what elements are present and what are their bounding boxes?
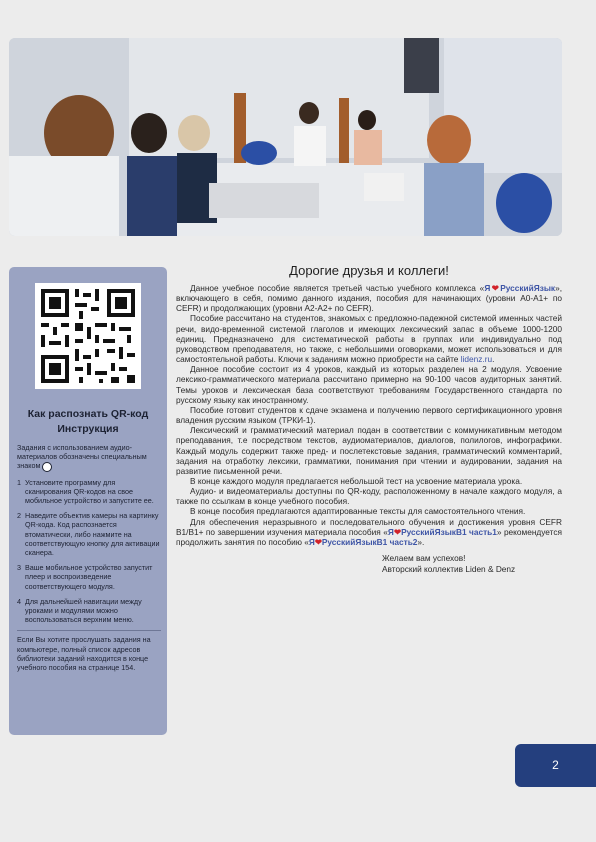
qr-instruction-title bbox=[13, 407, 163, 437]
heart-icon: ❤ bbox=[314, 536, 322, 547]
brand-part: Я bbox=[484, 283, 491, 293]
paragraph-2 bbox=[176, 313, 562, 364]
audio-mark-icon bbox=[42, 462, 52, 472]
paragraph-9 bbox=[176, 517, 562, 547]
page-number-tab bbox=[515, 744, 596, 787]
text-span: Для обеспечения неразрывного и последовательного обучения и достижения уровня CEFR B1/B1+ по завершении изучения материала пособия « bbox=[176, 516, 562, 537]
closing-wish: Желаем вам успехов! bbox=[382, 553, 466, 564]
qr-title-line2: Инструкция bbox=[57, 423, 119, 435]
qr-step-3 bbox=[17, 563, 161, 591]
heart-icon: ❤ bbox=[393, 526, 402, 537]
library-note: Если Вы хотите прослушать задания на компьютере, полный список адресов библиотеки заданий находится в конце учебного пособия на странице 154. bbox=[17, 630, 161, 672]
site-link[interactable]: lidenz.ru bbox=[460, 354, 493, 365]
brand-part: РусскийЯзыкB1 часть2 bbox=[321, 536, 418, 547]
qr-instruction-panel bbox=[9, 267, 167, 735]
paragraph-7: Аудио- и видеоматериалы доступны по QR-коду, расположенному в начале каждого модуля, а также по ссылкам в конце учебного пособия. bbox=[176, 486, 562, 507]
qr-step-4 bbox=[17, 597, 161, 625]
qr-code[interactable] bbox=[35, 283, 141, 389]
audio-note-text: Задания с использованием аудио-материалов обозначены специальным знаком bbox=[17, 443, 147, 471]
paragraph-5: Лексический и грамматический материал подан в соответствии с коммуникативным методом преподавания, т.е посредством текстов, аудиоматериалов, диалогов, полилогов, инфографики. Каждый модуль содержит также пред- и послетекстовые задания, грамматический комментарий, задания на отработку лексики, грамматики, понимания при чтении и аудировании, задания на развитие письменной речи. bbox=[176, 425, 562, 476]
paragraph-6: В конце каждого модуля предлагается небольшой тест на усвоение материала урока. bbox=[190, 475, 523, 486]
text-span: Пособие рассчитано на студентов, знакомых с предложно-падежной системой именных частей речи, видо-временной системой глаголов и имеющих лексический запас в объеме 1000-1200 единиц. Предназначено для систематической работы в группах или индивидуально под руководством преподавателя, но также, с небольшими оговорками, может использоваться и для самостоятельной работы. Ключи к заданиям можно приобрести на сайте bbox=[176, 313, 562, 365]
paragraph-4: Пособие готовит студентов к сдаче экзамена и получению первого сертификационного уровня владения русским языком (ТРКИ-1). bbox=[176, 404, 562, 426]
qr-step-1 bbox=[17, 478, 161, 506]
brand-name-b1-part2 bbox=[309, 537, 418, 547]
step-text: Наведите объектив камеры на картинку QR-кода. Код распознается втоматически, либо нажмите на соответствующую кнопку для активации сканера. bbox=[25, 511, 160, 557]
header-photo bbox=[9, 38, 562, 236]
brand-part: РусскийЯзык bbox=[500, 283, 556, 293]
heart-icon: ❤ bbox=[490, 283, 501, 293]
brand-part: Я bbox=[308, 536, 315, 547]
step-text: Ваше мобильное устройство запустит плеер и воспроизведение соответствующего модуля. bbox=[25, 563, 153, 591]
text-span: . bbox=[492, 354, 495, 365]
step-text: Для дальнейшей навигации между уроками и модулями можно воспользоваться верхним меню. bbox=[25, 596, 142, 625]
step-number: 2 bbox=[17, 511, 21, 521]
step-text: Установите программу для сканирования QR-кодов на свое мобильное устройство и запустите ее. bbox=[25, 477, 154, 505]
text-span: » рекомендуется продолжить занятия по пособию « bbox=[176, 526, 562, 547]
brand-name-b1-part1 bbox=[388, 527, 497, 537]
paragraph-3: Данное пособие состоит из 4 уроков, каждый из которых разделен на 2 модуля. Усвоение лексико-грамматического материала рассчитано примерно на 90-100 часов аудиторных занятий. Темы уроков и лексическая база соответствуют требованиям Государственного стандарта по русскому языку как иностранному. bbox=[176, 364, 562, 405]
audio-note bbox=[17, 443, 161, 472]
classroom-photo bbox=[9, 38, 562, 236]
closing-authors: Авторский коллектив Liden & Denz bbox=[382, 564, 516, 575]
paragraph-1 bbox=[176, 283, 562, 313]
paragraph-8: В конце пособия предлагаются адаптированные тексты для самостоятельного чтения. bbox=[190, 506, 526, 517]
qr-instruction-body bbox=[17, 443, 161, 672]
step-number: 4 bbox=[17, 596, 21, 606]
text-span: », включающего в себя, помимо данного издания, пособия для начинающих (уровни A0-A1+ по CEFR) и продолжающих (уровни A2-A2+ по CEFR). bbox=[176, 283, 562, 314]
brand-name bbox=[484, 283, 555, 293]
text-span: ». bbox=[417, 536, 425, 547]
closing-signature bbox=[382, 553, 562, 575]
qr-title-line1: Как распознать QR-код bbox=[27, 408, 149, 420]
page-title: Дорогие друзья и коллеги! bbox=[289, 263, 449, 278]
qr-code-icon bbox=[35, 283, 141, 389]
brand-part: РусскийЯзыкB1 часть1 bbox=[401, 526, 497, 537]
page-number: 2 bbox=[552, 758, 559, 772]
brand-part: Я bbox=[387, 526, 394, 537]
qr-step-2 bbox=[17, 511, 161, 557]
text-span: Данное учебное пособие является третьей частью учебного комплекса « bbox=[190, 283, 485, 293]
preface-text bbox=[176, 262, 562, 575]
step-number: 1 bbox=[17, 477, 21, 487]
step-number: 3 bbox=[17, 563, 21, 573]
